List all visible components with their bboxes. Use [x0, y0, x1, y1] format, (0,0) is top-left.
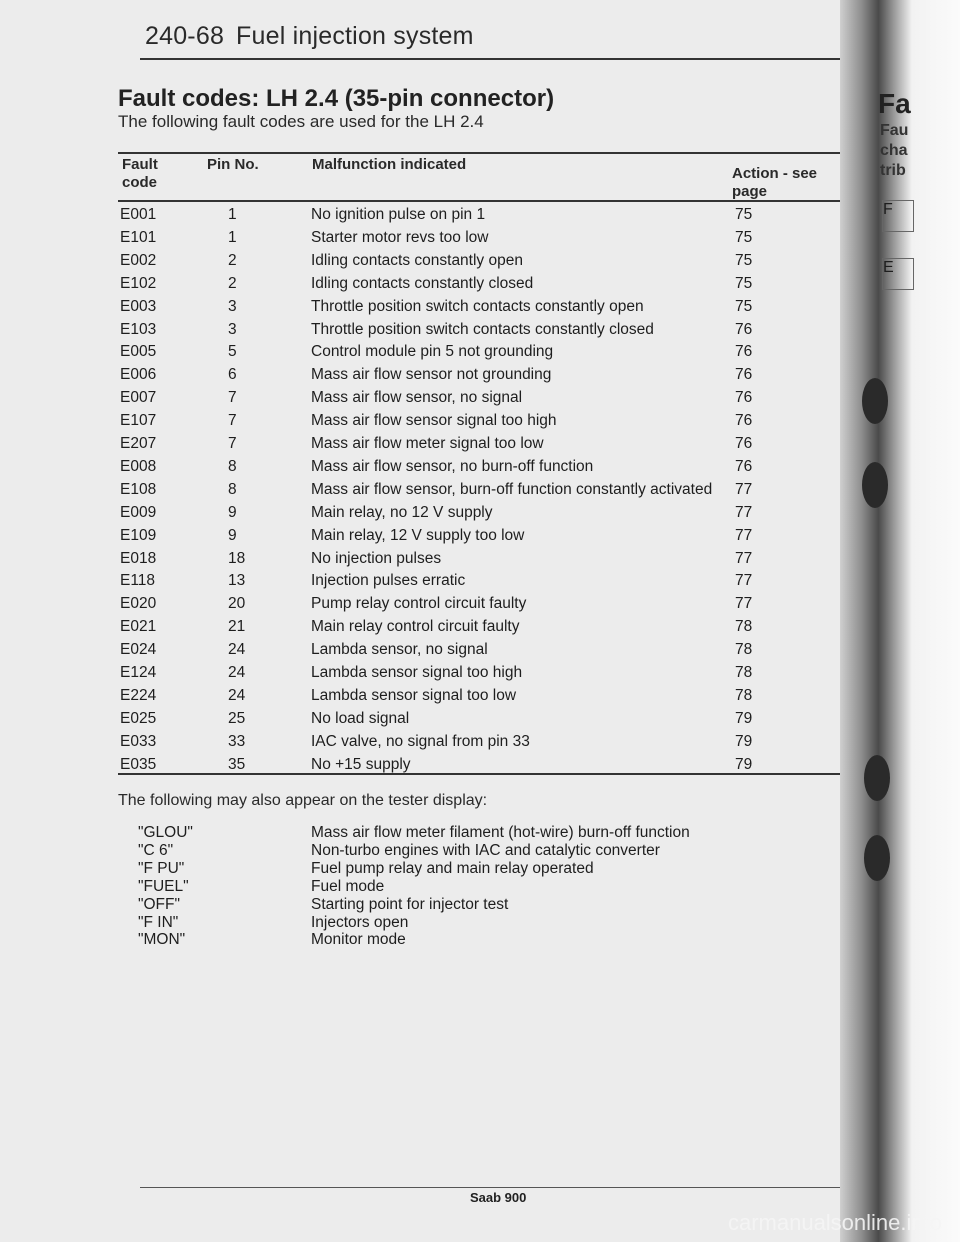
- display-code: "C 6": [138, 841, 174, 859]
- binding-edge: [840, 0, 960, 1242]
- header-fault-code: Fault code: [122, 156, 158, 191]
- page-tab-mark: [862, 462, 888, 508]
- pin-cell: 7: [228, 435, 237, 452]
- malfunction-cell: Main relay control circuit faulty: [311, 618, 520, 636]
- action-page-cell: 77: [735, 503, 753, 521]
- action-page-cell: 77: [735, 549, 753, 567]
- action-page-cell: 76: [735, 412, 753, 430]
- malfunction-cell: Main relay, 12 V supply too low: [311, 526, 525, 544]
- adjacent-box-2: E: [882, 258, 914, 290]
- action-page-cell: 76: [735, 457, 753, 475]
- fault-code-cell: E002: [120, 251, 157, 269]
- malfunction-cell: Mass air flow meter signal too low: [311, 435, 544, 452]
- pin-cell: 25: [228, 709, 246, 727]
- malfunction-cell: Throttle position switch contacts constantly closed: [311, 320, 654, 338]
- display-description: Non-turbo engines with IAC and catalytic converter: [311, 841, 660, 859]
- pin-cell: 3: [228, 297, 237, 315]
- fault-code-cell: E033: [120, 732, 157, 750]
- malfunction-cell: Lambda sensor signal too low: [311, 686, 517, 704]
- action-page-cell: 75: [735, 251, 753, 269]
- pin-cell: 9: [228, 503, 237, 521]
- fault-code-cell: E101: [120, 228, 157, 246]
- fault-code-cell: E107: [120, 412, 157, 430]
- fault-code-cell: E008: [120, 457, 157, 475]
- display-code: "F IN": [138, 913, 179, 931]
- pin-cell: 7: [228, 412, 237, 430]
- display-description: Monitor mode: [311, 931, 406, 949]
- action-page-cell: 76: [735, 343, 753, 361]
- fault-code-cell: E006: [120, 366, 157, 384]
- pin-cell: 21: [228, 618, 246, 636]
- tester-intro: The following may also appear on the tester display:: [118, 792, 488, 809]
- adjacent-heading: Fa: [878, 88, 911, 119]
- footer-rule: [140, 1187, 850, 1188]
- pin-cell: 2: [228, 251, 237, 269]
- pin-cell: 9: [228, 526, 237, 544]
- fault-code-cell: E207: [120, 435, 157, 452]
- malfunction-cell: No load signal: [311, 709, 410, 727]
- action-page-cell: 75: [735, 228, 753, 246]
- malfunction-cell: Mass air flow sensor, no burn-off function: [311, 457, 594, 475]
- action-page-cell: 77: [735, 526, 753, 544]
- pin-cell: 8: [228, 480, 237, 498]
- malfunction-cell: Injection pulses erratic: [311, 572, 466, 590]
- action-page-cell: 78: [735, 618, 753, 636]
- fault-code-cell: E124: [120, 664, 157, 681]
- section-name: Fuel injection system: [236, 22, 474, 50]
- fault-code-cell: E025: [120, 709, 157, 727]
- footer-model: Saab 900: [470, 1190, 527, 1205]
- watermark: carmanualsonline.info: [727, 1210, 942, 1235]
- malfunction-cell: Mass air flow sensor not grounding: [311, 366, 552, 384]
- malfunction-cell: Starter motor revs too low: [311, 228, 489, 246]
- fault-code-cell: E035: [120, 755, 157, 773]
- action-page-cell: 77: [735, 480, 753, 498]
- action-page-cell: 78: [735, 686, 753, 704]
- action-page-cell: 77: [735, 595, 753, 613]
- pin-cell: 1: [228, 228, 237, 246]
- adjacent-line-2: cha: [880, 142, 908, 159]
- page-tab-mark: [864, 835, 890, 881]
- page-header: [145, 22, 474, 51]
- malfunction-cell: No ignition pulse on pin 1: [311, 206, 486, 223]
- adjacent-line-1: Fau: [880, 122, 909, 139]
- display-code: "MON": [138, 931, 186, 949]
- fault-code-cell: E102: [120, 274, 157, 292]
- adjacent-line-3: trib: [880, 162, 906, 179]
- display-description: Mass air flow meter filament (hot-wire) burn-off function: [311, 824, 690, 841]
- pin-cell: 33: [228, 732, 246, 750]
- fault-code-cell: E001: [120, 206, 157, 223]
- pin-cell: 24: [228, 686, 246, 704]
- pin-cell: 8: [228, 457, 237, 475]
- malfunction-cell: Lambda sensor, no signal: [311, 641, 488, 659]
- pin-cell: 5: [228, 343, 237, 361]
- table-bottom-rule: [118, 773, 848, 775]
- pin-cell: 2: [228, 274, 237, 292]
- malfunction-cell: Control module pin 5 not grounding: [311, 343, 554, 361]
- fault-code-cell: E108: [120, 480, 157, 498]
- pin-cell: 35: [228, 755, 246, 773]
- fault-code-cell: E003: [120, 297, 157, 315]
- display-code: "OFF": [138, 895, 180, 913]
- header-malfunction: Malfunction indicated: [312, 156, 467, 173]
- action-page-cell: 78: [735, 664, 753, 681]
- fault-code-cell: E118: [120, 572, 156, 590]
- malfunction-cell: No injection pulses: [311, 549, 442, 567]
- malfunction-cell: Idling contacts constantly closed: [311, 274, 534, 292]
- action-page-cell: 76: [735, 320, 753, 338]
- page-tab-mark: [864, 755, 890, 801]
- pin-cell: 24: [228, 641, 246, 659]
- action-page-cell: 77: [735, 572, 753, 590]
- action-page-cell: 76: [735, 389, 753, 407]
- action-page-cell: 75: [735, 274, 753, 292]
- fault-code-cell: E224: [120, 686, 157, 704]
- pin-cell: 7: [228, 389, 237, 407]
- fault-code-cell: E020: [120, 595, 157, 613]
- display-description: Injectors open: [311, 913, 409, 931]
- pin-cell: 18: [228, 549, 246, 567]
- malfunction-cell: Pump relay control circuit faulty: [311, 595, 527, 613]
- adjacent-box-1: F: [882, 200, 914, 232]
- table-top-rule: [118, 152, 848, 154]
- action-page-cell: 79: [735, 709, 753, 727]
- action-page-cell: 76: [735, 435, 753, 452]
- fault-code-cell: E024: [120, 641, 157, 659]
- pin-cell: 24: [228, 664, 246, 681]
- pin-cell: 13: [228, 572, 246, 590]
- malfunction-cell: Main relay, no 12 V supply: [311, 503, 493, 521]
- display-description: Fuel mode: [311, 877, 385, 895]
- action-page-cell: 75: [735, 297, 753, 315]
- action-page-cell: 78: [735, 641, 753, 659]
- fault-code-cell: E109: [120, 526, 157, 544]
- malfunction-cell: Mass air flow sensor signal too high: [311, 412, 557, 430]
- fault-code-cell: E007: [120, 389, 157, 407]
- action-page-cell: 75: [735, 206, 753, 223]
- pin-cell: 20: [228, 595, 246, 613]
- malfunction-cell: No +15 supply: [311, 755, 411, 773]
- section-intro: The following fault codes are used for the LH 2.4: [118, 112, 484, 131]
- header-action-page: Action - see page: [732, 165, 818, 200]
- header-rule: [140, 58, 902, 60]
- fault-code-cell: E021: [120, 618, 157, 636]
- fault-code-cell: E005: [120, 343, 157, 361]
- table-header-rule: [118, 200, 848, 202]
- pin-cell: 6: [228, 366, 237, 384]
- malfunction-cell: Mass air flow sensor, no signal: [311, 389, 523, 407]
- malfunction-cell: Idling contacts constantly open: [311, 251, 523, 269]
- page-number: 240-68: [145, 22, 225, 50]
- action-page-cell: 79: [735, 755, 753, 773]
- display-description: Starting point for injector test: [311, 895, 509, 913]
- malfunction-cell: IAC valve, no signal from pin 33: [311, 732, 530, 750]
- header-pin-no: Pin No.: [207, 156, 259, 173]
- fault-code-cell: E018: [120, 549, 157, 567]
- pin-cell: 3: [228, 320, 237, 338]
- action-page-cell: 76: [735, 366, 753, 384]
- display-code: "GLOU": [138, 824, 193, 841]
- fault-code-cell: E103: [120, 320, 157, 338]
- display-description: Fuel pump relay and main relay operated: [311, 859, 594, 877]
- malfunction-cell: Throttle position switch contacts constantly open: [311, 297, 644, 315]
- malfunction-cell: Lambda sensor signal too high: [311, 664, 523, 681]
- page-tab-mark: [862, 378, 888, 424]
- action-page-cell: 79: [735, 732, 753, 750]
- malfunction-cell: Mass air flow sensor, burn-off function constantly activated: [311, 480, 713, 498]
- pin-cell: 1: [228, 206, 237, 223]
- section-title: Fault codes: LH 2.4 (35-pin connector): [118, 85, 555, 112]
- display-code: "F PU": [138, 859, 185, 877]
- fault-code-cell: E009: [120, 503, 157, 521]
- display-code: "FUEL": [138, 877, 189, 895]
